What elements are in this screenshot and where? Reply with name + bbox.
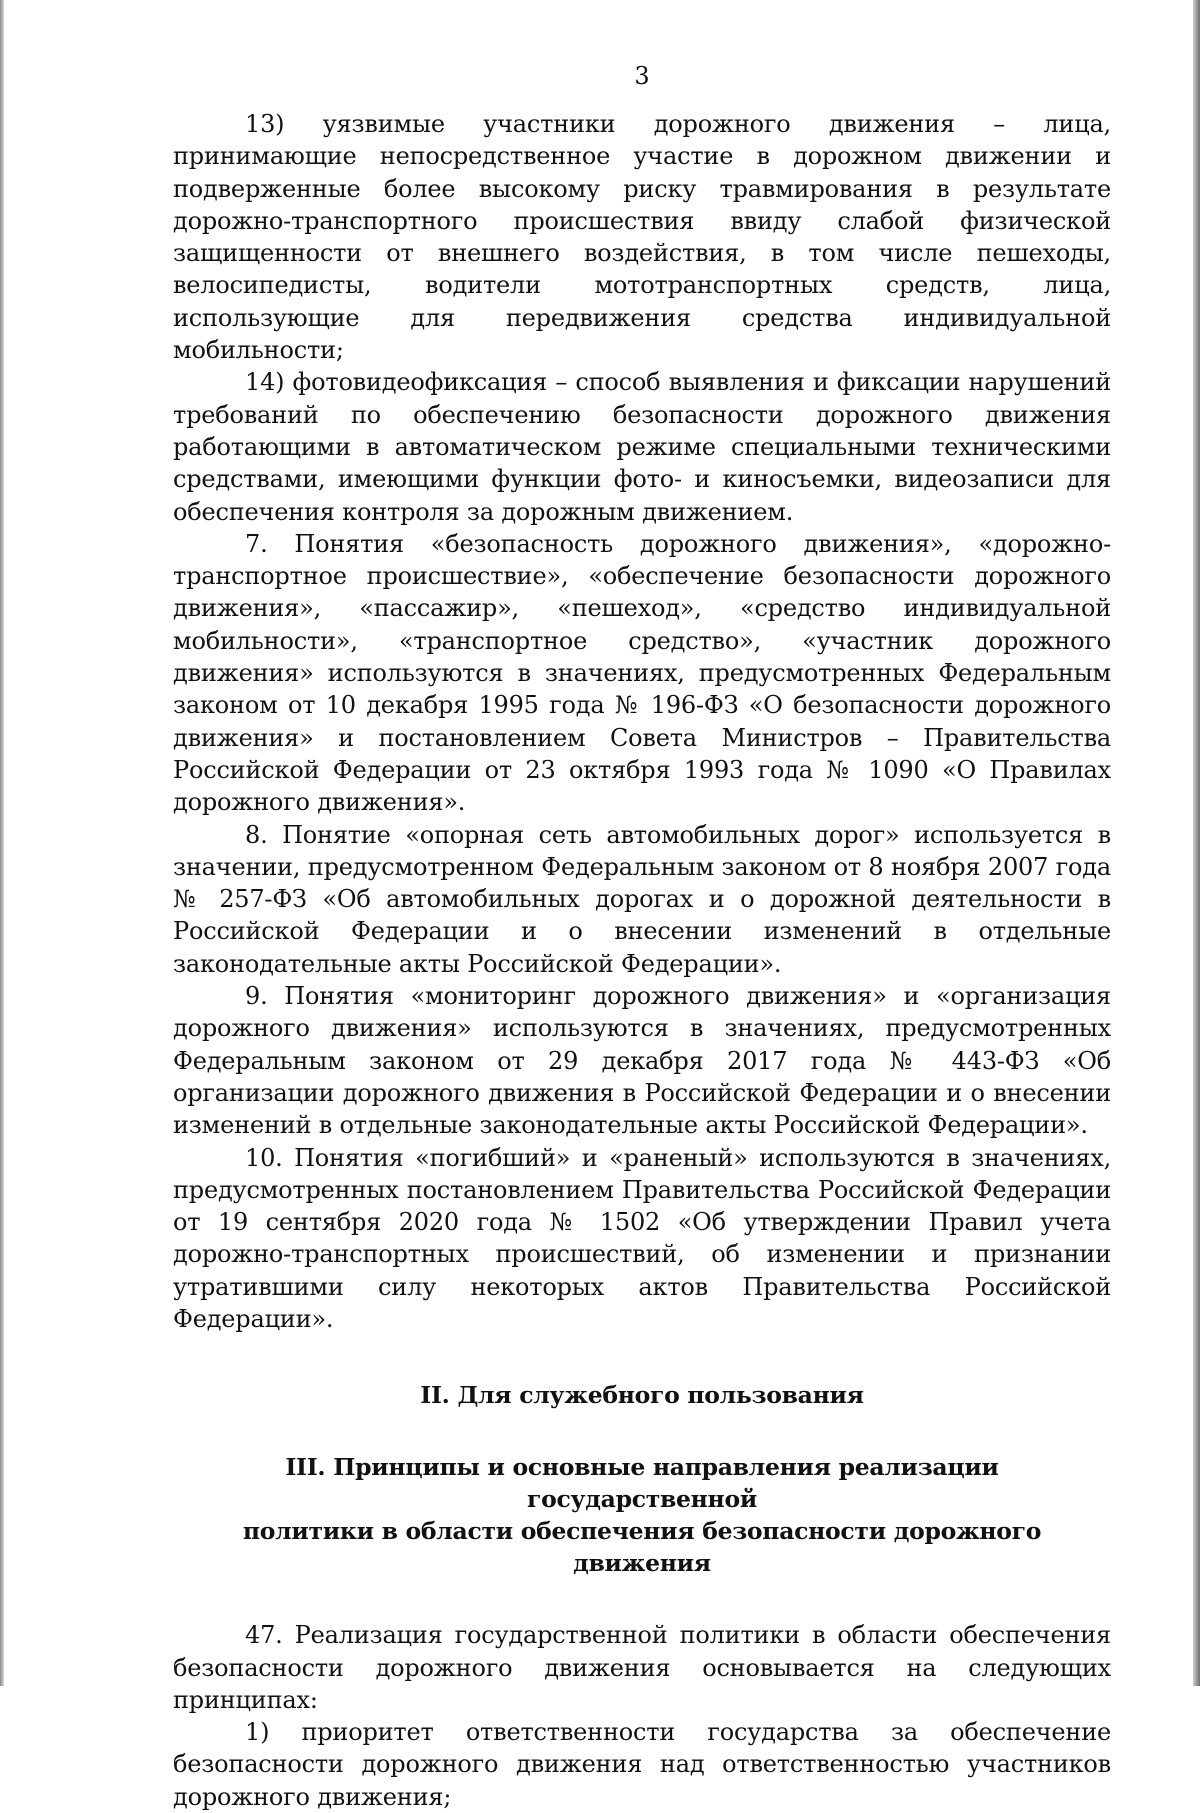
paragraph-clause-8: 8. Понятие «опорная сеть автомобильных дорог» используется в значении, предусмотренном Федеральным законом от 8 ноября 2007 года № 257-ФЗ «Об автомобильных дорогах и о дорожной деятельности в Российской Федерации и о внесении изменений в отдельные законодательные акты Российской Федерации».: [173, 820, 1111, 978]
paragraph-clause-7: 7. Понятия «безопасность дорожного движения», «дорожно-транспортное происшествие», «обеспечение безопасности дорожного движения», «пассажир», «пешеход», «средство индивидуальной мобильности», «транспортное средство», «участник дорожного движения» используются в значениях, предусмотренных Федеральным законом от 10 декабря 1995 года № 196-ФЗ «О безопасности дорожного движения» и постановлением Совета Министров – Правительства Российской Федерации от 23 октября 1993 года № 1090 «О Правилах дорожного движения».: [173, 529, 1111, 817]
page-number: 3: [634, 62, 650, 90]
paragraph-item-14: 14) фотовидеофиксация – способ выявления и фиксации нарушений требований по обеспечению безопасности дорожного движения работающими в автоматическом режиме специальными техническими средствами, имеющими функции фото- и киносъемки, видеозаписи для обеспечения контроля за дорожным движением.: [173, 368, 1111, 526]
section-heading-iii-line-2: политики в области обеспечения безопасности дорожного движения: [242, 1517, 1042, 1578]
scan-edge-left: [0, 0, 4, 1686]
paragraph-item-13: 13) уязвимые участники дорожного движения – лица, принимающие непосредственное участие в дорожном движении и подверженные более высокому риску травмирования в результате дорожно-транспортного происшествия ввиду слабой физической защищенности от внешнего воздействия, в том числе пешеходы, велосипедисты, водители мототранспортных средств, лица, использующие для передвижения средства индивидуальной мобильности;: [173, 110, 1111, 365]
paragraph-clause-47: 47. Реализация государственной политики в области обеспечения безопасности дорожного движения основывается на следующих принципах:: [173, 1621, 1111, 1714]
paragraph-clause-9: 9. Понятия «мониторинг дорожного движения» и «организация дорожного движения» используются в значениях, предусмотренных Федеральным законом от 29 декабря 2017 года № 443-ФЗ «Об организации дорожного движения в Российской Федерации и о внесении изменений в отдельные законодательные акты Российской Федерации».: [173, 982, 1111, 1140]
document-page: [173, 60, 1111, 1813]
paragraph-clause-10: 10. Понятия «погибший» и «раненый» используются в значениях, предусмотренных постановлением Правительства Российской Федерации от 19 сентября 2020 года № 1502 «Об утверждении Правил учета дорожно-транспортных происшествий, об изменении и признании утратившими силу некоторых актов Правительства Российской Федерации».: [173, 1143, 1111, 1333]
section-heading-iii-line-1: III. Принципы и основные направления реализации государственной: [285, 1453, 999, 1514]
section-heading-iii: [173, 1451, 1111, 1579]
section-heading-ii: II. Для служебного пользования: [420, 1381, 864, 1410]
paragraph-principle-1: 1) приоритет ответственности государства за обеспечение безопасности дорожного движения над ответственностью участников дорожного движения;: [173, 1718, 1111, 1811]
scan-edge-right: [1193, 0, 1200, 1686]
